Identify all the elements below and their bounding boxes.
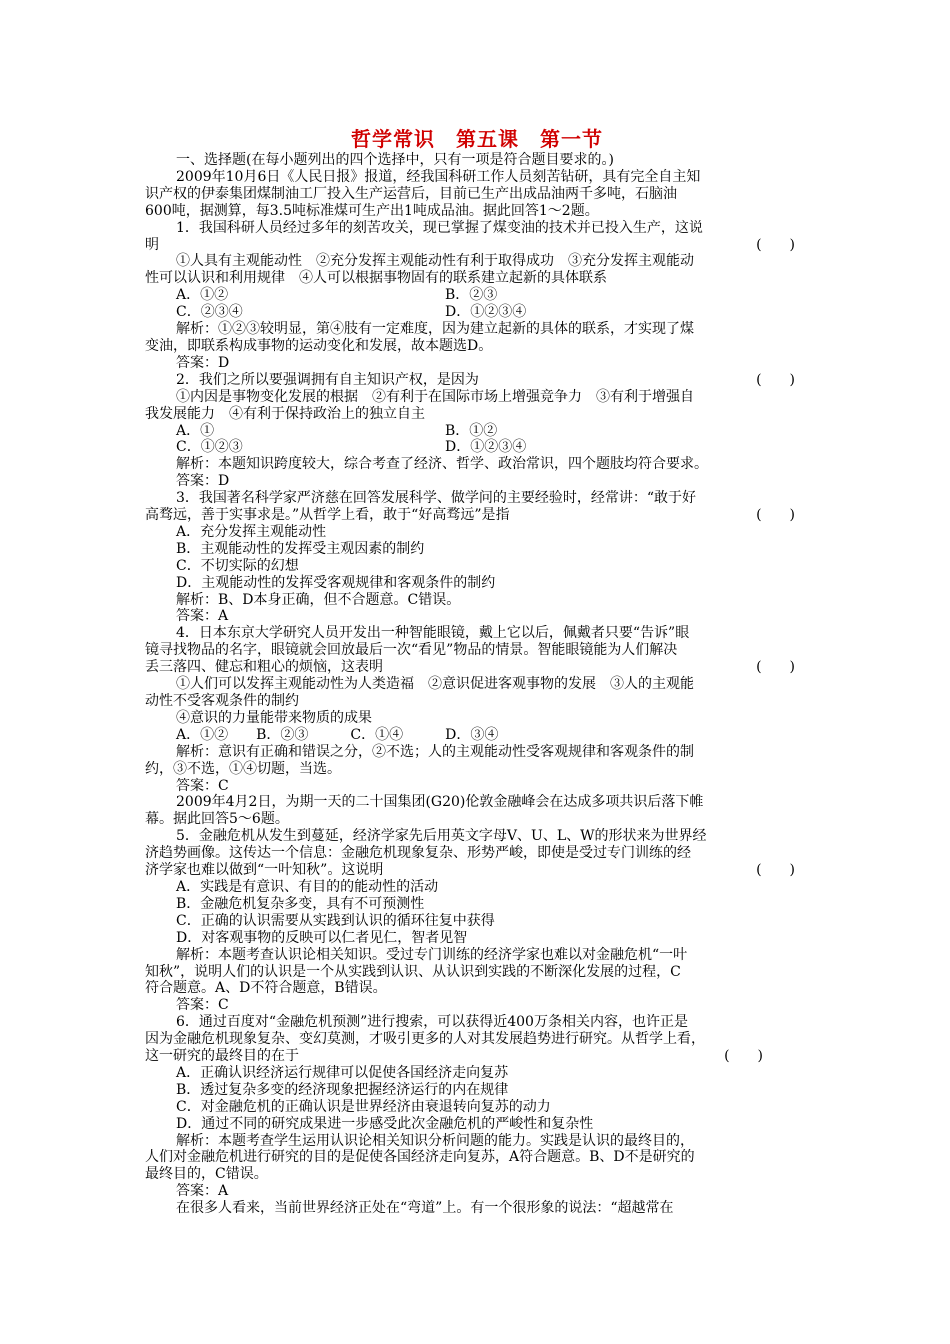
analysis: 解析：意识有正确和错误之分，②不选；人的主观能动性受客观规律和客观条件的制 [176,743,694,760]
document-page [145,126,809,1217]
text-line: ①内因是事物变化发展的根据 ②有利于在国际市场上增强竞争力 ③有利于增强自 [176,388,694,405]
option: C．对金融危机的正确认识是世界经济由衰退转向复苏的动力 [176,1098,551,1115]
text-line: 知秋”，说明人们的认识是一个从实践到认识、从认识到实践的不断深化发展的过程，C [145,963,681,980]
question-line [145,1048,809,1065]
option: D．通过不同的研究成果进一步感受此次金融危机的严峻性和复杂性 [176,1115,594,1132]
answer: 答案：C [176,997,229,1014]
analysis: 解析：本题知识跨度较大，综合考查了经济、哲学、政治常识，四个题肢均符合要求。 [176,456,708,473]
answer: 答案：A [176,608,229,625]
answer-paren: ( ) [756,862,795,879]
option-row [145,287,809,304]
option: C．正确的认识需要从实践到认识的循环往复中获得 [176,912,495,929]
analysis: 解析：B、D本身正确，但不合题意。C错误。 [176,591,461,608]
answer: 答案：D [176,473,230,490]
analysis: 解析：本题考查学生运用认识论相关知识分析问题的能力。实践是认识的最终目的， [176,1132,694,1149]
option: B．透过复杂多变的经济现象把握经济运行的内在规律 [176,1081,509,1098]
option: B．主观能动性的发挥受主观因素的制约 [176,540,425,557]
option-row [145,423,809,440]
option: A．①② [176,287,229,304]
question-line [145,237,809,254]
text-line: 济趋势画像。这传达一个信息：金融危机现象复杂、形势严峻，即使是受过专门训练的经 [145,845,691,862]
text-line: ①人们可以发挥主观能动性为人类造福 ②意识促进客观事物的发展 ③人的主观能 [176,676,694,693]
option: A．正确认识经济运行规律可以促使各国经济走向复苏 [176,1064,509,1081]
option-row [145,304,809,321]
option: D．①②③④ [445,304,527,321]
text-line: 济学家也难以做到“一叶知秋”。这说明 [145,862,384,879]
text-line: 最终目的，C错误。 [145,1166,268,1183]
answer-paren: ( ) [756,659,795,676]
text-line: 动性不受客观条件的制约 [145,693,299,709]
option: B．①② [445,422,498,439]
answer-paren: ( ) [756,507,795,524]
option: D．①②③④ [445,439,527,456]
question-4: 4．日本东京大学研究人员开发出一种智能眼镜，戴上它以后，佩戴者只要“告诉”眼 [176,625,690,642]
text-line: 镜寻找物品的名字，眼镜就会回放最后一次“看见”物品的情景。智能眼镜能为人们解决 [145,642,678,659]
option: D．主观能动性的发挥受客观规律和客观条件的制约 [176,574,496,591]
question-line [145,862,809,879]
text-line: 丢三落四、健忘和粗心的烦恼，这表明 [145,659,383,676]
analysis: 解析：本题考查认识论相关知识。受过专门训练的经济学家也难以对金融危机“一叶 [176,946,688,963]
page-title: 哲学常识 第五课 第一节 [351,127,603,151]
option: A．① [176,422,215,439]
question-1: 1．我国科研人员经过多年的刻苦攻关，现已掌握了煤变油的技术并已投入生产，这说 [176,219,703,236]
text-line: 约，③不选，①④切题，当选。 [145,760,341,777]
option: A．实践是有意识、有目的的能动性的活动 [176,878,439,895]
text-line: 高骛远，善于实事求是。”从哲学上看，敢于“好高骛远”是指 [145,507,510,524]
question-5: 5．金融危机从发生到蔓延，经济学家先后用英文字母V、U、L、W的形状来为世界经 [176,828,707,845]
option: C．①②③ [176,439,243,456]
answer: 答案：A [176,1183,229,1200]
question-3: 3．我国著名科学家严济慈在回答发展科学、做学问的主要经验时，经常讲：“敢于好 [176,490,697,507]
text-line: 我发展能力 ④有利于保持政治上的独立自主 [145,405,425,422]
answer: 答案：D [176,354,230,371]
text-line: 识产权的伊泰集团煤制油工厂投入生产运营后，目前已生产出成品油两千多吨，石脑油 [145,185,677,202]
text-line: 这一研究的最终目的在于 [145,1048,299,1065]
question-2 [145,372,809,389]
answer-paren: ( ) [756,236,795,253]
option: B．金融危机复杂多变，具有不可预测性 [176,895,425,912]
text-line: ④意识的力量能带来物质的成果 [176,709,372,726]
text-line: 变油，即联系构成事物的运动变化和发展，故本题选D。 [145,337,493,354]
option-row [145,439,809,456]
question-6: 6．通过百度对“金融危机预测”进行搜索，可以获得近400万条相关内容，也许正是 [176,1014,688,1031]
option: C．②③④ [176,304,243,321]
text-line: 600吨，据测算，每3.5吨标准煤可生产出1吨成品油。据此回答1～2题。 [145,202,599,219]
text-line: 2009年10月6日《人民日报》报道，经我国科研工作人员刻苦钻研，具有完全自主知 [176,168,701,185]
option: C．不切实际的幻想 [176,557,299,574]
text-line: 明 [145,236,159,253]
question-line [145,507,809,524]
text-line: 性可以认识和利用规律 ④人可以根据事物固有的联系建立起新的具体联系 [145,270,607,287]
option: D．对客观事物的反映可以仁者见仁，智者见智 [176,929,468,946]
text-line: 在很多人看来，当前世界经济正处在“弯道”上。有一个很形象的说法：“超越常在 [176,1200,674,1217]
section-heading: 一、选择题(在每小题列出的四个选择中，只有一项是符合题目要求的。) [176,152,614,168]
option-row: A．①② B．②③ C．①④ D．③④ [176,726,499,743]
option: A．充分发挥主观能动性 [176,523,327,540]
answer-paren: ( ) [756,371,795,388]
text-line: 2．我们之所以要强调拥有自主知识产权，是因为 [176,371,479,388]
text-line: 人们对金融危机进行研究的目的是促使各国经济走向复苏，A符合题意。B、D不是研究的 [145,1149,695,1166]
answer: 答案：C [176,777,229,794]
option: B．②③ [445,287,498,304]
analysis: 解析：①②③较明显，第④肢有一定难度，因为建立起新的具体的联系，才实现了煤 [176,321,694,338]
text-line: 符合题意。A、D不符合题意，B错误。 [145,980,387,997]
text-line: 因为金融危机现象复杂、变幻莫测，才吸引更多的人对其发展趋势进行研究。从哲学上看， [145,1031,705,1048]
text-line: 幕。据此回答5～6题。 [145,811,289,828]
text-line: ①人具有主观能动性 ②充分发挥主观能动性有利于取得成功 ③充分发挥主观能动 [176,253,694,270]
answer-paren: ( ) [724,1048,763,1065]
text-line: 2009年4月2日，为期一天的二十国集团(G20)伦敦金融峰会在达成多项共识后落下帷 [176,794,704,811]
question-line [145,659,809,676]
